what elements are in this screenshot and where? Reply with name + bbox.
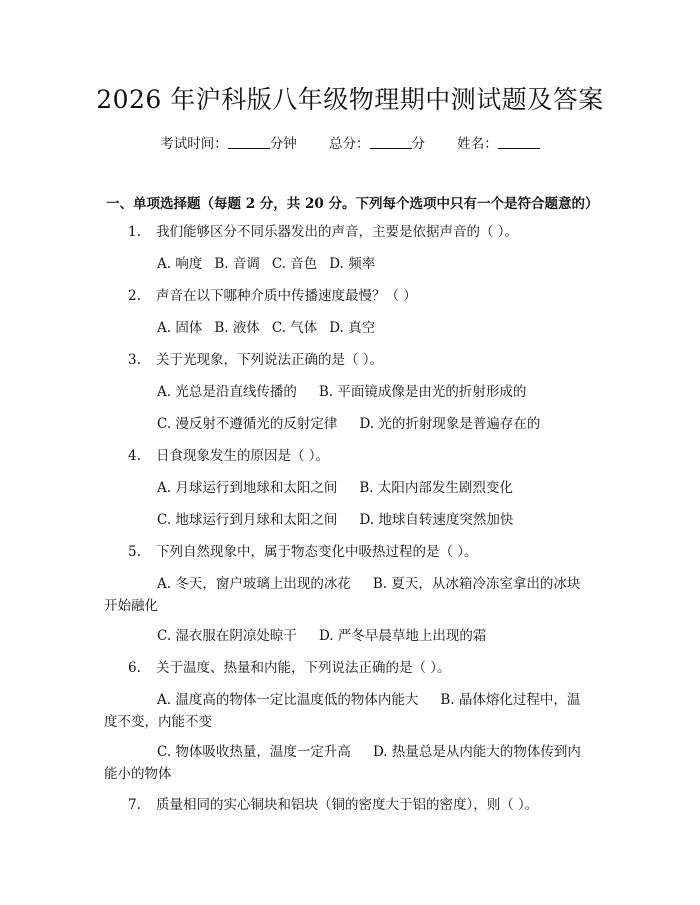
option-b: B. 夏天，从冰箱冷冻室拿出的冰块 [372,576,581,592]
question-5-options-row-2 [157,626,486,646]
question-stem: 关于温度、热量和内能，下列说法正确的是（ ）。 [156,660,451,676]
question-5-option-b-continued: 开始融化 [104,598,158,614]
question-6-option-d-continued: 能小的物体 [104,766,172,782]
question-5-options-row-1 [157,574,580,594]
option-c: C. 湿衣服在阴凉处晾干 [157,628,297,644]
total-score-blank [370,136,412,149]
exam-time-field [160,136,297,152]
student-name-field [457,136,540,152]
student-name-label: 姓名： [457,136,498,152]
question-1-options [157,254,375,274]
question-number: 5. [128,544,141,560]
question-stem: 我们能够区分不同乐器发出的声音，主要是依据声音的（ ）。 [156,224,519,240]
question-4 [128,446,329,466]
exam-time-unit: 分钟 [269,136,297,152]
question-number: 2. [128,288,141,304]
option-d: D. 地球自转速度突然加快 [359,512,514,528]
option-c: C. 物体吸收热量，温度一定升高 [157,744,351,760]
question-number: 6. [128,660,141,676]
option-c: C. 漫反射不遵循光的反射定律 [157,416,338,432]
option-c: C. 气体 [271,320,318,336]
question-stem: 质量相同的实心铜块和铝块（铜的密度大于铝的密度），则（ ）。 [156,797,539,813]
question-stem: 声音在以下哪种介质中传播速度最慢？（ ） [156,288,417,304]
question-6 [128,658,451,678]
question-number: 1. [128,224,141,240]
question-4-options-row-1 [157,478,513,498]
total-score-label: 总分： [329,136,370,152]
option-a: A. 固体 [157,320,203,336]
question-6-option-b-continued: 度不变，内能不变 [104,714,212,730]
exam-time-blank [228,136,270,149]
question-number: 4. [128,448,141,464]
question-stem: 日食现象发生的原因是（ ）。 [156,448,330,464]
question-6-options-row-1 [157,690,580,710]
option-b: B. 晶体熔化过程中，温 [440,692,581,708]
option-a: A. 光总是沿直线传播的 [157,384,297,400]
question-number: 3. [128,352,141,368]
total-score-unit: 分 [411,136,425,152]
option-a: A. 温度高的物体一定比温度低的物体内能大 [157,692,419,708]
option-a: A. 月球运行到地球和太阳之间 [157,480,338,496]
question-6-options-row-2 [157,742,581,762]
page-title: 2026 年沪科版八年级物理期中测试题及答案 [96,85,604,114]
question-3-options-row-2 [157,414,540,434]
section-heading: 一、单项选择题（每题 2 分，共 20 分。下列每个选项中只有一个是符合题意的） [106,196,599,212]
question-3 [128,350,383,370]
option-c: C. 音色 [271,256,318,272]
exam-meta [0,132,700,152]
option-d: D. 严冬早晨草地上出现的霜 [318,628,487,644]
question-1 [128,222,518,242]
option-d: D. 光的折射现象是普遍存在的 [359,416,541,432]
option-b: B. 平面镜成像是由光的折射形成的 [318,384,527,400]
question-5 [128,542,478,562]
option-a: A. 响度 [157,256,203,272]
option-a: A. 冬天，窗户玻璃上出现的冰花 [157,576,351,592]
question-stem: 关于光现象，下列说法正确的是（ ）。 [156,352,384,368]
option-b: B. 液体 [214,320,260,336]
option-d: D. 真空 [329,320,376,336]
question-3-options-row-1 [157,382,526,402]
option-c: C. 地球运行到月球和太阳之间 [157,512,338,528]
option-d: D. 频率 [329,256,376,272]
question-7 [128,795,538,815]
total-score-field [329,136,425,152]
student-name-blank [498,136,540,149]
question-4-options-row-2 [157,510,513,530]
question-2 [128,286,417,306]
exam-time-label: 考试时间： [160,136,228,152]
question-2-options [157,318,375,338]
question-stem: 下列自然现象中，属于物态变化中吸热过程的是（ ）。 [156,544,478,560]
option-b: B. 太阳内部发生剧烈变化 [359,480,513,496]
option-b: B. 音调 [214,256,260,272]
question-number: 7. [128,797,141,813]
option-d: D. 热量总是从内能大的物体传到内 [372,744,581,760]
